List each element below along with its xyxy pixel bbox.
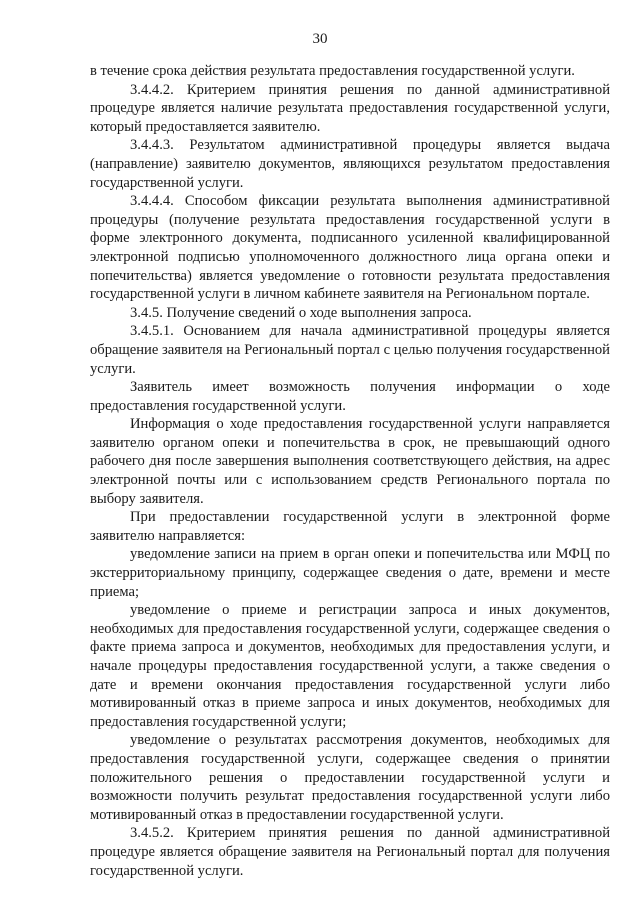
paragraph-3-4-4-4: 3.4.4.4. Способом фиксации результата выполнения административной процедуры (получение результата предоставления государственной услуги в форме электронного документа, подписанного усиленной квалифицированной электронной подписью уполномоченного должностного лица органа опеки и попечительства) является уведомление о готовности результата предоставления государственной услуги в личном кабинете заявителя на Региональном портале.: [90, 193, 610, 303]
paragraph-notice-registration: уведомление о приеме и регистрации запроса и иных документов, необходимых для предоставления государственной услуги, содержащее сведения о факте приема запроса и документов, необходимых для предоставления услуги, и начале процедуры предоставления государственной услуги, а также сведения о дате и времени окончания предоставления государственной услуги либо мотивированный отказ в приеме запроса и иных документов, необходимых для предоставления государственной услуги;: [90, 602, 610, 730]
paragraph-3-4-4-3: 3.4.4.3. Результатом административной процедуры является выдача (направление) заявителю документов, являющихся результатом предоставления государственной услуги.: [90, 137, 610, 191]
paragraph-continuation: в течение срока действия результата предоставления государственной услуги.: [90, 63, 575, 79]
paragraph-3-4-5-1: 3.4.5.1. Основанием для начала административной процедуры является обращение заявителя на Региональный портал с целью получения государственной услуги.: [90, 323, 610, 377]
paragraph-3-4-5-2: 3.4.5.2. Критерием принятия решения по данной административной процедуре является обращение заявителя на Региональный портал для получения государственной услуги.: [90, 825, 610, 879]
paragraph-3-4-4-2: 3.4.4.2. Критерием принятия решения по данной административной процедуре является наличие результата предоставления государственной услуги, который предоставляется заявителю.: [90, 81, 610, 135]
paragraph-applicant-info: Заявитель имеет возможность получения информации о ходе предоставления государственной услуги.: [90, 379, 610, 414]
document-body: [90, 62, 610, 880]
paragraph-notice-appointment: уведомление записи на прием в орган опеки и попечительства или МФЦ по экстерриториальному принципу, содержащее сведения о дате, времени и месте приема;: [90, 546, 610, 600]
paragraph-3-4-5: 3.4.5. Получение сведений о ходе выполнения запроса.: [130, 304, 472, 321]
paragraph-electronic-form: При предоставлении государственной услуги в электронной форме заявителю направляется:: [90, 509, 610, 544]
paragraph-progress-info: Информация о ходе предоставления государственной услуги направляется заявителю органом опеки и попечительства в срок, не превышающий одного рабочего дня после завершения выполнения соответствующего действия, на адрес электронной почты или с использованием средств Регионального портала по выбору заявителя.: [90, 416, 610, 507]
page-number: 30: [312, 31, 328, 47]
paragraph-notice-results: уведомление о результатах рассмотрения документов, необходимых для предоставления государственной услуги, содержащее сведения о принятии положительного решения о предоставлении государственной услуги и возможности получить результат предоставления государственной услуги либо мотивированный отказ в предоставлении государственной услуги.: [90, 732, 610, 823]
